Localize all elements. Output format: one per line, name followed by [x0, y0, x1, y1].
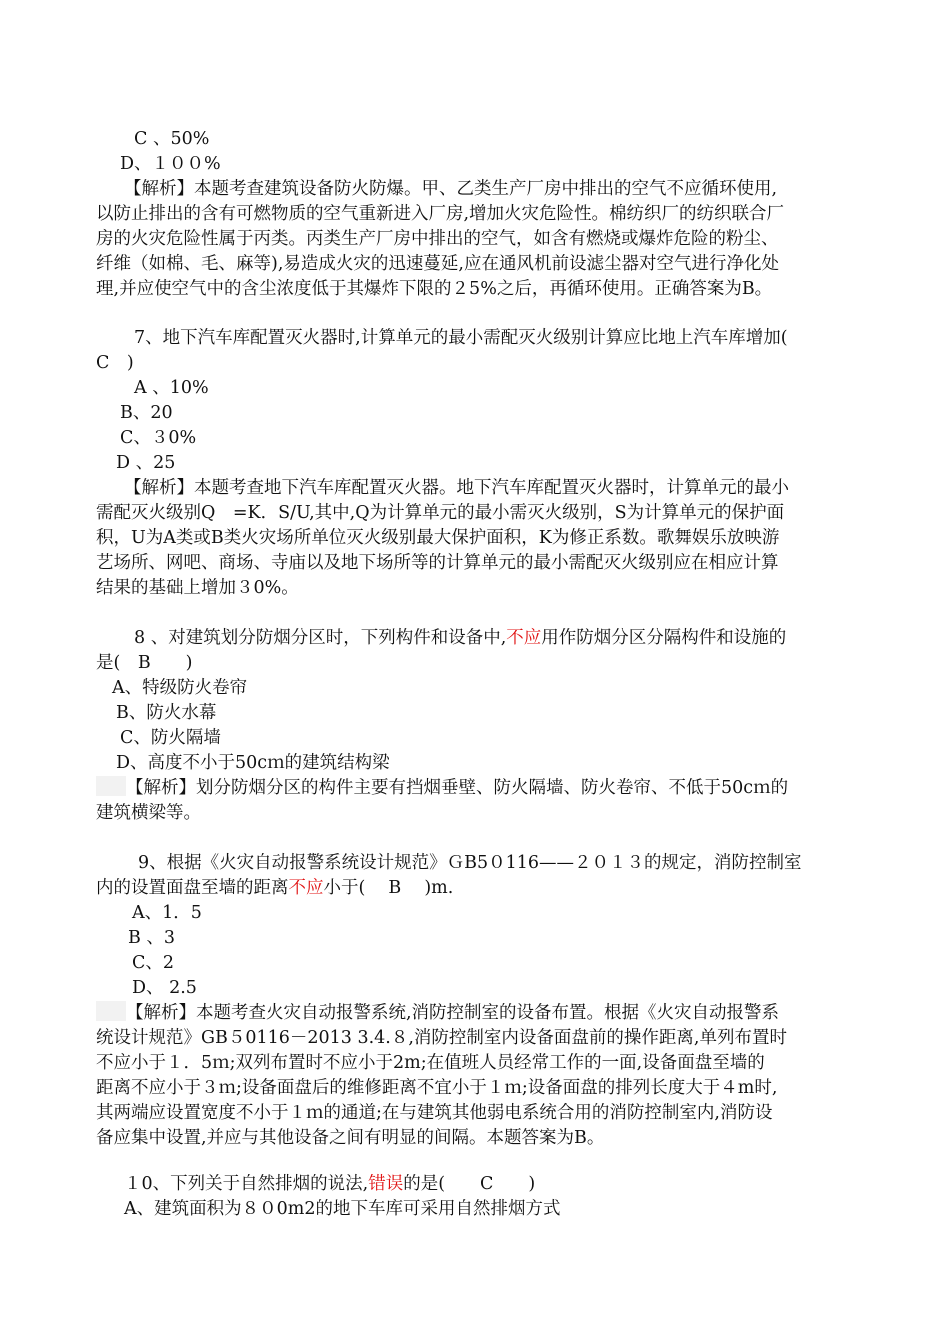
q8-stem: 8 、对建筑划分防烟分区时，下列构件和设备中,不应用作防烟分区分隔构件和设施的 [134, 628, 787, 648]
q7-analysis-line: 需配灭火级别Q =K．S/U,其中,Q为计算单元的最小需灭火级别，S为计算单元的保护面 [96, 503, 785, 523]
q9-option-b: B 、3 [128, 928, 176, 948]
q8-analysis-line: 【解析】划分防烟分区的构件主要有挡烟垂壁、防火隔墙、防火卷帘、不低于50cｍ的 [96, 776, 788, 801]
q9-option-c: C、2 [132, 953, 175, 973]
q6-analysis-line: 理,并应使空气中的含尘浓度低于其爆炸下限的２5%之后，再循环使用。正确答案为B。 [96, 279, 773, 299]
q8-answer: 是( B ) [96, 653, 193, 673]
q8-option-b: B、防火水幕 [116, 703, 217, 723]
q7-analysis-line: 结果的基础上增加３0%。 [96, 578, 299, 598]
q8-analysis-line: 建筑横梁等。 [96, 803, 201, 823]
q7-option-b: B、20 [120, 403, 173, 423]
q6-analysis-line: 以防止排出的含有可燃物质的空气重新进入厂房,增加火灾危险性。棉纺织厂的纺织联合厂 [96, 204, 785, 224]
q7-analysis-line: 艺场所、网吧、商场、寺庙以及地下场所等的计算单元的最小需配灭火级别应在相应计算 [96, 553, 779, 573]
q7-stem: 7、地下汽车库配置灭火器时,计算单元的最小需配灭火级别计算应比地上汽车库增加( [134, 328, 788, 348]
q6-analysis-line: 房的火灾危险性属于丙类。丙类生产厂房中排出的空气，如含有燃烧或爆炸危险的粉尘、 [96, 229, 779, 249]
q7-analysis-line: 【解析】本题考查地下汽车库配置灭火器。地下汽车库配置灭火器时，计算单元的最小 [124, 478, 789, 498]
q9-analysis-line: 备应集中设置,并应与其他设备之间有明显的间隔。本题答案为B。 [96, 1128, 605, 1148]
q8-option-d: D、高度不小于50cｍ的建筑结构梁 [116, 753, 390, 773]
q6-option-c: C 、50% [134, 129, 210, 149]
q10-option-a: A、建筑面积为８０0m2的地下车库可采用自然排烟方式 [124, 1199, 561, 1219]
q7-analysis-line: 积，U为A类或B类火灾场所单位灭火级别最大保护面积，K为修正系数。歌舞娱乐放映游 [96, 528, 780, 548]
q9-option-a: A、1．5 [132, 903, 202, 923]
q9-stem: 9、根据《火灾自动报警系统设计规范》ＧB5０116——２０１３的规定，消防控制室 [138, 853, 802, 873]
q10-stem: １0、下列关于自然排烟的说法,错误的是( C ) [124, 1174, 536, 1194]
q9-analysis-line: 统设计规范》GB５0116－2013 3.4.８,消防控制室内设备面盘前的操作距离,单列布置时 [96, 1028, 787, 1048]
q8-option-a: A、特级防火卷帘 [112, 678, 248, 698]
q7-option-c: C、３0% [120, 428, 197, 448]
q10-emphasis: 错误 [368, 1174, 404, 1194]
q7-option-d: D 、25 [116, 453, 176, 473]
q9-stem-line-2: 内的设置面盘至墙的距离不应小于( B )m. [96, 878, 454, 898]
q7-option-a: A 、10% [134, 378, 209, 398]
q7-answer: C ) [96, 353, 134, 373]
q9-analysis-line: 【解析】本题考查火灾自动报警系统,消防控制室的设备布置。根据《火灾自动报警系 [96, 1001, 779, 1026]
q9-analysis-line: 距离不应小于３ｍ;设备面盘后的维修距离不宜小于１ｍ;设备面盘的排列长度大于４m时, [96, 1078, 778, 1098]
q6-analysis-line: 纤维（如棉、毛、麻等),易造成火灾的迅速蔓延,应在通风机前设滤尘器对空气进行净化处 [96, 254, 779, 274]
q8-option-c: C、防火隔墙 [120, 728, 221, 748]
q9-analysis-line: 其两端应设置宽度不小于１ｍ的通道;在与建筑其他弱电系统合用的消防控制室内,消防设 [96, 1103, 773, 1123]
q9-analysis-line: 不应小于１．5ｍ;双列布置时不应小于2m;在值班人员经常工作的一面,设备面盘至墙的 [96, 1053, 765, 1073]
q9-emphasis: 不应 [288, 878, 324, 898]
highlight-mark [96, 1001, 126, 1021]
q6-option-d: D、１００% [120, 154, 221, 174]
q8-emphasis: 不应 [506, 628, 542, 648]
highlight-mark [96, 776, 126, 796]
q9-option-d: D、 2.5 [132, 978, 197, 998]
q6-analysis-line: 【解析】本题考查建筑设备防火防爆。甲、乙类生产厂房中排出的空气不应循环使用, [124, 179, 778, 199]
